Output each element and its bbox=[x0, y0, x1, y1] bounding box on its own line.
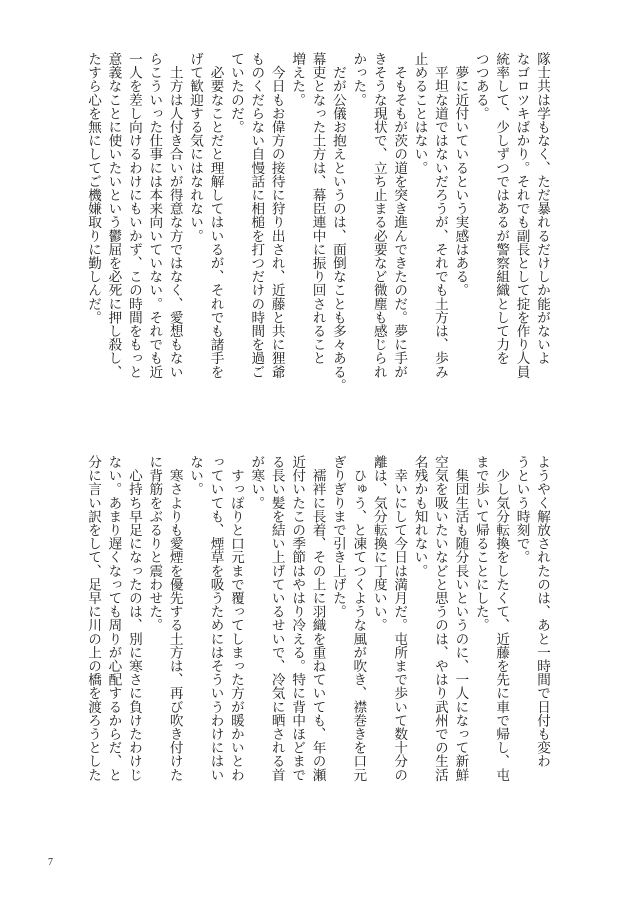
text-line: 襦袢に長着、その上に羽織を重ねていても、年の瀬 bbox=[309, 455, 326, 782]
text-line: 心持ち早足になったのは、別に寒さに負けたわけじ bbox=[125, 455, 142, 782]
page-number: 7 bbox=[48, 857, 53, 868]
text-line: うという時刻で。 bbox=[513, 455, 530, 564]
text-line: 名残かも知れない。 bbox=[411, 455, 428, 578]
text-line: らこういった仕事には本来向いていない。それでも近 bbox=[146, 52, 163, 379]
text-line: っていても、煙草を吸うためにはそういうわけにはい bbox=[207, 455, 224, 782]
text-line: 今日もお偉方の接待に狩り出され、近藤と共に狸爺 bbox=[268, 52, 285, 379]
text-line: 少し気分転換をしたくて、近藤を先に車で帰し、屯 bbox=[493, 455, 510, 782]
text-line: ものくだらない自慢話に相槌を打つだけの時間を過ご bbox=[248, 52, 265, 379]
text-line: 空気を吸いたいなどと思うのは、やはり武州での生活 bbox=[431, 455, 448, 782]
text-line: 夢に近付いているという実感はある。 bbox=[452, 52, 469, 297]
text-line: ない。 bbox=[187, 455, 204, 496]
text-line: 離は、気分転換に丁度いい。 bbox=[370, 455, 387, 632]
text-line: すっぽりと口元まで覆ってしまった方が暖かいとわ bbox=[227, 455, 244, 782]
text-line: たすら心を無にしてご機嫌取りに勤しんだ。 bbox=[85, 52, 102, 324]
text-line: 土方は人付き合いが得意な方ではなく、愛想もない bbox=[166, 52, 183, 379]
text-line: きそうな現状で、立ち止まる必要など微塵も感じられ bbox=[370, 52, 387, 379]
text-line: 必要なことだと理解してはいるが、それでも諸手を bbox=[207, 52, 224, 379]
text-line: ようやく解放されたのは、あと一時間で日付も変わ bbox=[534, 455, 550, 768]
text-line: 一人を差し向けるわけにもいかず、この時間をもっと bbox=[125, 52, 142, 379]
text-line: 止めることはない。 bbox=[411, 52, 428, 175]
text-line: が寒い。 bbox=[248, 455, 265, 510]
text-line: 統率して、少しずつではあるが警察組織として力を bbox=[493, 52, 510, 365]
text-line: に背筋をぶるりと震わせた。 bbox=[146, 455, 163, 632]
text-line: 集団生活も随分長いというのに、一人になって新鮮 bbox=[452, 455, 469, 782]
text-line: 幕吏となった土方は、幕臣連中に振り回されること bbox=[309, 52, 326, 365]
text-line: げて歓迎する気にはなれない。 bbox=[187, 52, 204, 243]
text-line: かった。 bbox=[350, 52, 367, 107]
text-line: 近付いたこの季節はやはり冷える。特に背中ほどまで bbox=[289, 455, 306, 782]
text-line: つつある。 bbox=[472, 52, 489, 120]
text-line: ひゅう、と凍てつくような風が吹き、襟巻きを口元 bbox=[350, 455, 367, 782]
text-line: そもそもが茨の道を突き進んできたのだ。夢に手が bbox=[391, 52, 408, 379]
upper-text-block bbox=[80, 52, 552, 418]
text-line: 分に言い訳をして、足早に川の上の橋を渡ろうとした bbox=[85, 455, 102, 782]
text-line: 平坦な道ではないだろうが、それでも土方は、歩み bbox=[431, 52, 448, 379]
text-line: 意義なことに使いたいという鬱屈を必死に押し殺し、 bbox=[105, 52, 122, 379]
text-line: る長い髪を結い上げているせいで、冷気に晒される首 bbox=[268, 455, 285, 782]
text-line: ない。あまり遅くなっても周りが心配するからだ、と bbox=[105, 455, 122, 782]
text-line: だが公儀お抱えというのは、面倒なことも多々ある。 bbox=[329, 52, 346, 392]
text-line: ぎりぎりまで引き上げた。 bbox=[329, 455, 346, 619]
lower-text-block bbox=[80, 455, 552, 821]
text-line: 隊士共は学もなく、ただ暴れるだけしか能がないよ bbox=[534, 52, 550, 365]
text-line: ていたのだ。 bbox=[227, 52, 244, 134]
text-line: 幸いにして今日は満月だ。屯所まで歩いて数十分の bbox=[391, 455, 408, 782]
text-line: まで歩いて帰ることにした。 bbox=[472, 455, 489, 632]
text-line: 増えた。 bbox=[289, 52, 306, 107]
text-line: 寒さよりも愛煙を優先する土方は、再び吹き付けた bbox=[166, 455, 183, 782]
text-line: なゴロツキばかり。それでも副長として掟を作り人員 bbox=[513, 52, 530, 379]
